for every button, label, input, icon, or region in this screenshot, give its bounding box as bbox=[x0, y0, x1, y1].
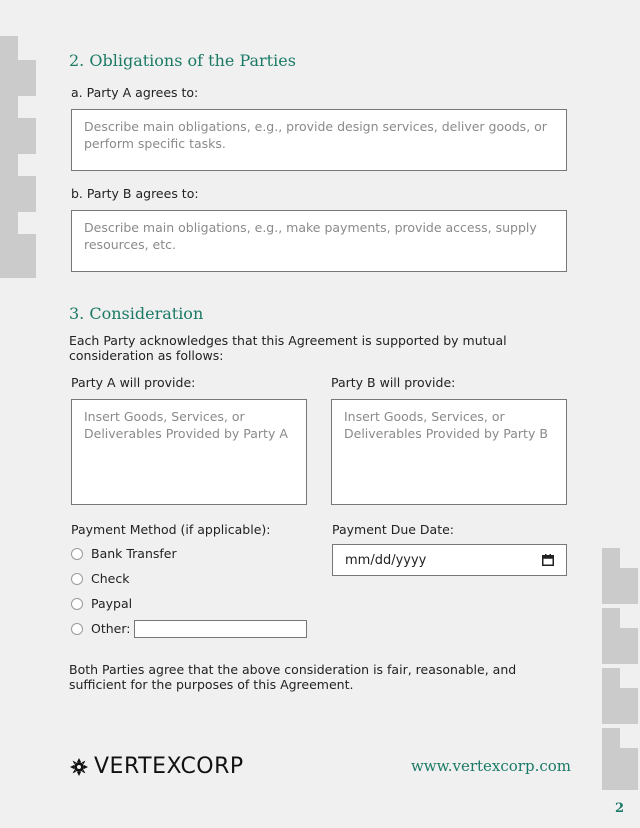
other-label: Other: bbox=[91, 621, 131, 636]
payment-option-bank-transfer[interactable] bbox=[71, 546, 177, 561]
section-2-title: 2. Obligations of the Parties bbox=[69, 51, 296, 70]
calendar-icon[interactable] bbox=[542, 554, 554, 566]
party-a-obligations-label: a. Party A agrees to: bbox=[71, 85, 199, 100]
bank-transfer-radio[interactable] bbox=[71, 548, 83, 560]
left-decoration bbox=[0, 36, 38, 278]
logo-text: VERTEXCORP bbox=[94, 754, 244, 779]
website-link[interactable]: www.vertexcorp.com bbox=[410, 757, 571, 775]
party-b-provide-field[interactable] bbox=[331, 399, 567, 505]
other-radio[interactable] bbox=[71, 623, 83, 635]
page-number: 2 bbox=[614, 801, 624, 816]
payment-option-paypal[interactable] bbox=[71, 596, 132, 611]
bank-transfer-label: Bank Transfer bbox=[91, 546, 177, 561]
right-decoration bbox=[602, 548, 640, 790]
check-label: Check bbox=[91, 571, 130, 586]
party-a-obligations-field[interactable] bbox=[71, 109, 567, 171]
party-b-obligations-placeholder: Describe main obligations, e.g., make payments, provide access, supply resources, etc. bbox=[84, 220, 537, 252]
payment-method-label: Payment Method (if applicable): bbox=[71, 522, 271, 537]
other-payment-input[interactable] bbox=[134, 620, 307, 638]
party-a-provide-placeholder: Insert Goods, Services, or Deliverables Provided by Party A bbox=[84, 409, 288, 441]
party-b-obligations-field[interactable] bbox=[71, 210, 567, 272]
paypal-label: Paypal bbox=[91, 596, 133, 611]
party-a-obligations-placeholder: Describe main obligations, e.g., provide design services, deliver goods, or perform specific tasks. bbox=[84, 119, 547, 151]
payment-due-date-label: Payment Due Date: bbox=[332, 522, 454, 537]
party-b-obligations-label: b. Party B agrees to: bbox=[71, 186, 199, 201]
check-radio[interactable] bbox=[71, 573, 83, 585]
party-a-provide-field[interactable] bbox=[71, 399, 307, 505]
payment-option-check[interactable] bbox=[71, 571, 129, 586]
due-date-placeholder: mm/dd/yyyy bbox=[345, 552, 427, 568]
payment-due-date-input[interactable] bbox=[332, 544, 567, 576]
consideration-closing: Both Parties agree that the above consideration is fair, reasonable, and sufficient for the purposes of this Agreement. bbox=[69, 662, 517, 692]
consideration-intro: Each Party acknowledges that this Agreement is supported by mutual consideration as follows: bbox=[69, 333, 507, 363]
party-a-provide-label: Party A will provide: bbox=[71, 375, 196, 390]
section-3-title: 3. Consideration bbox=[69, 304, 204, 323]
paypal-radio[interactable] bbox=[71, 598, 83, 610]
gear-icon bbox=[70, 758, 88, 776]
party-b-provide-placeholder: Insert Goods, Services, or Deliverables Provided by Party B bbox=[344, 409, 548, 441]
party-b-provide-label: Party B will provide: bbox=[331, 375, 456, 390]
company-logo bbox=[70, 754, 244, 779]
payment-option-other[interactable] bbox=[71, 621, 130, 636]
